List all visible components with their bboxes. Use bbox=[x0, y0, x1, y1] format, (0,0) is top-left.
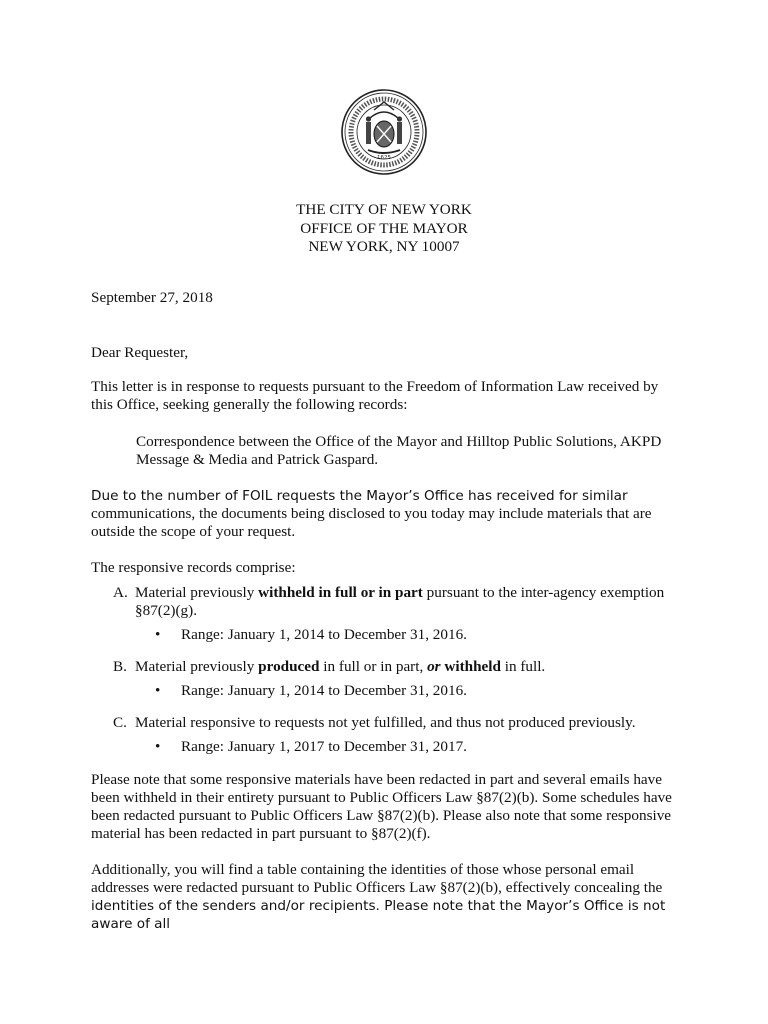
quote-line: Correspondence between the Office of the Mayor and Hilltop Public Solutions, AKPD bbox=[136, 433, 662, 450]
item-b-bold-produced: produced bbox=[258, 658, 320, 675]
range-text: Range: January 1, 2017 to December 31, 2017. bbox=[181, 738, 467, 755]
item-b-text: Material previously bbox=[135, 658, 259, 675]
foil-note-paragraph bbox=[91, 487, 691, 541]
item-b-range bbox=[155, 682, 675, 700]
redaction-line: Please note that some responsive materials have been redacted in part and several emails have bbox=[91, 771, 662, 788]
item-b-bold-or: or bbox=[427, 658, 441, 675]
item-a-text-rest: pursuant to the inter-agency exemption bbox=[422, 584, 665, 601]
bullet-icon: • bbox=[155, 738, 161, 755]
item-b-bold-withheld: withheld bbox=[444, 658, 501, 675]
foil-note-line: communications, the documents being disclosed to you today may include materials that are bbox=[91, 505, 652, 522]
additional-line: addresses were redacted pursuant to Public Officers Law §87(2)(b), effectively concealing the bbox=[91, 879, 663, 896]
additional-paragraph bbox=[91, 861, 691, 933]
range-text: Range: January 1, 2014 to December 31, 2016. bbox=[181, 626, 467, 643]
bullet-icon: • bbox=[155, 682, 161, 699]
letterhead-office: OFFICE OF THE MAYOR bbox=[300, 219, 468, 237]
intro-paragraph bbox=[91, 378, 691, 414]
item-b-text-rest: in full. bbox=[500, 658, 546, 675]
records-heading: The responsive records comprise: bbox=[91, 559, 296, 576]
additional-line: Additionally, you will find a table containing the identities of those whose personal email bbox=[91, 861, 635, 878]
item-a-text: Material previously bbox=[135, 584, 259, 601]
list-item-c bbox=[113, 714, 693, 732]
nyc-seal-icon bbox=[340, 88, 428, 176]
list-marker: A. bbox=[113, 584, 128, 601]
quote-line: Message & Media and Patrick Gaspard. bbox=[136, 451, 379, 468]
foil-note-line: outside the scope of your request. bbox=[91, 523, 296, 540]
letterhead-address: NEW YORK, NY 10007 bbox=[308, 238, 460, 255]
item-a-range bbox=[155, 626, 675, 644]
salutation: Dear Requester, bbox=[91, 344, 189, 361]
redaction-line: been withheld in their entirety pursuant to Public Officers Law §87(2)(b). Some schedules have bbox=[91, 789, 672, 806]
intro-line: this Office, seeking generally the following records: bbox=[91, 396, 408, 413]
bullet-icon: • bbox=[155, 626, 161, 643]
list-marker: C. bbox=[113, 714, 127, 731]
intro-line: This letter is in response to requests pursuant to the Freedom of Information Law received by bbox=[91, 378, 659, 395]
requested-records-quote bbox=[136, 433, 696, 469]
list-marker: B. bbox=[113, 658, 127, 675]
letterhead-city: THE CITY OF NEW YORK bbox=[296, 201, 472, 218]
additional-line: identities of the senders and/or recipients. Please note that the Mayor’s Office is not aware of all bbox=[91, 898, 666, 932]
foil-note-line: Due to the number of FOIL requests the Mayor’s Office has received for similar bbox=[91, 488, 628, 504]
item-c-range bbox=[155, 738, 675, 756]
redaction-line: been redacted pursuant to Public Officers Law §87(2)(b). Please also note that some responsive bbox=[91, 807, 672, 824]
seal-year: 1625 bbox=[377, 155, 391, 161]
redaction-note-paragraph bbox=[91, 771, 691, 843]
list-item-b bbox=[113, 658, 693, 676]
item-a-bold: withheld in full or in part bbox=[258, 584, 423, 601]
letter-date: September 27, 2018 bbox=[91, 289, 213, 306]
letterhead bbox=[0, 201, 768, 257]
item-b-text-mid: in full or in part, bbox=[319, 658, 428, 675]
item-c-text: Material responsive to requests not yet fulfilled, and thus not produced previously. bbox=[135, 714, 636, 731]
item-a-line2: §87(2)(g). bbox=[135, 602, 197, 619]
list-item-a bbox=[113, 584, 693, 620]
redaction-line: material has been redacted in part pursuant to §87(2)(f). bbox=[91, 825, 431, 842]
range-text: Range: January 1, 2014 to December 31, 2016. bbox=[181, 682, 467, 699]
